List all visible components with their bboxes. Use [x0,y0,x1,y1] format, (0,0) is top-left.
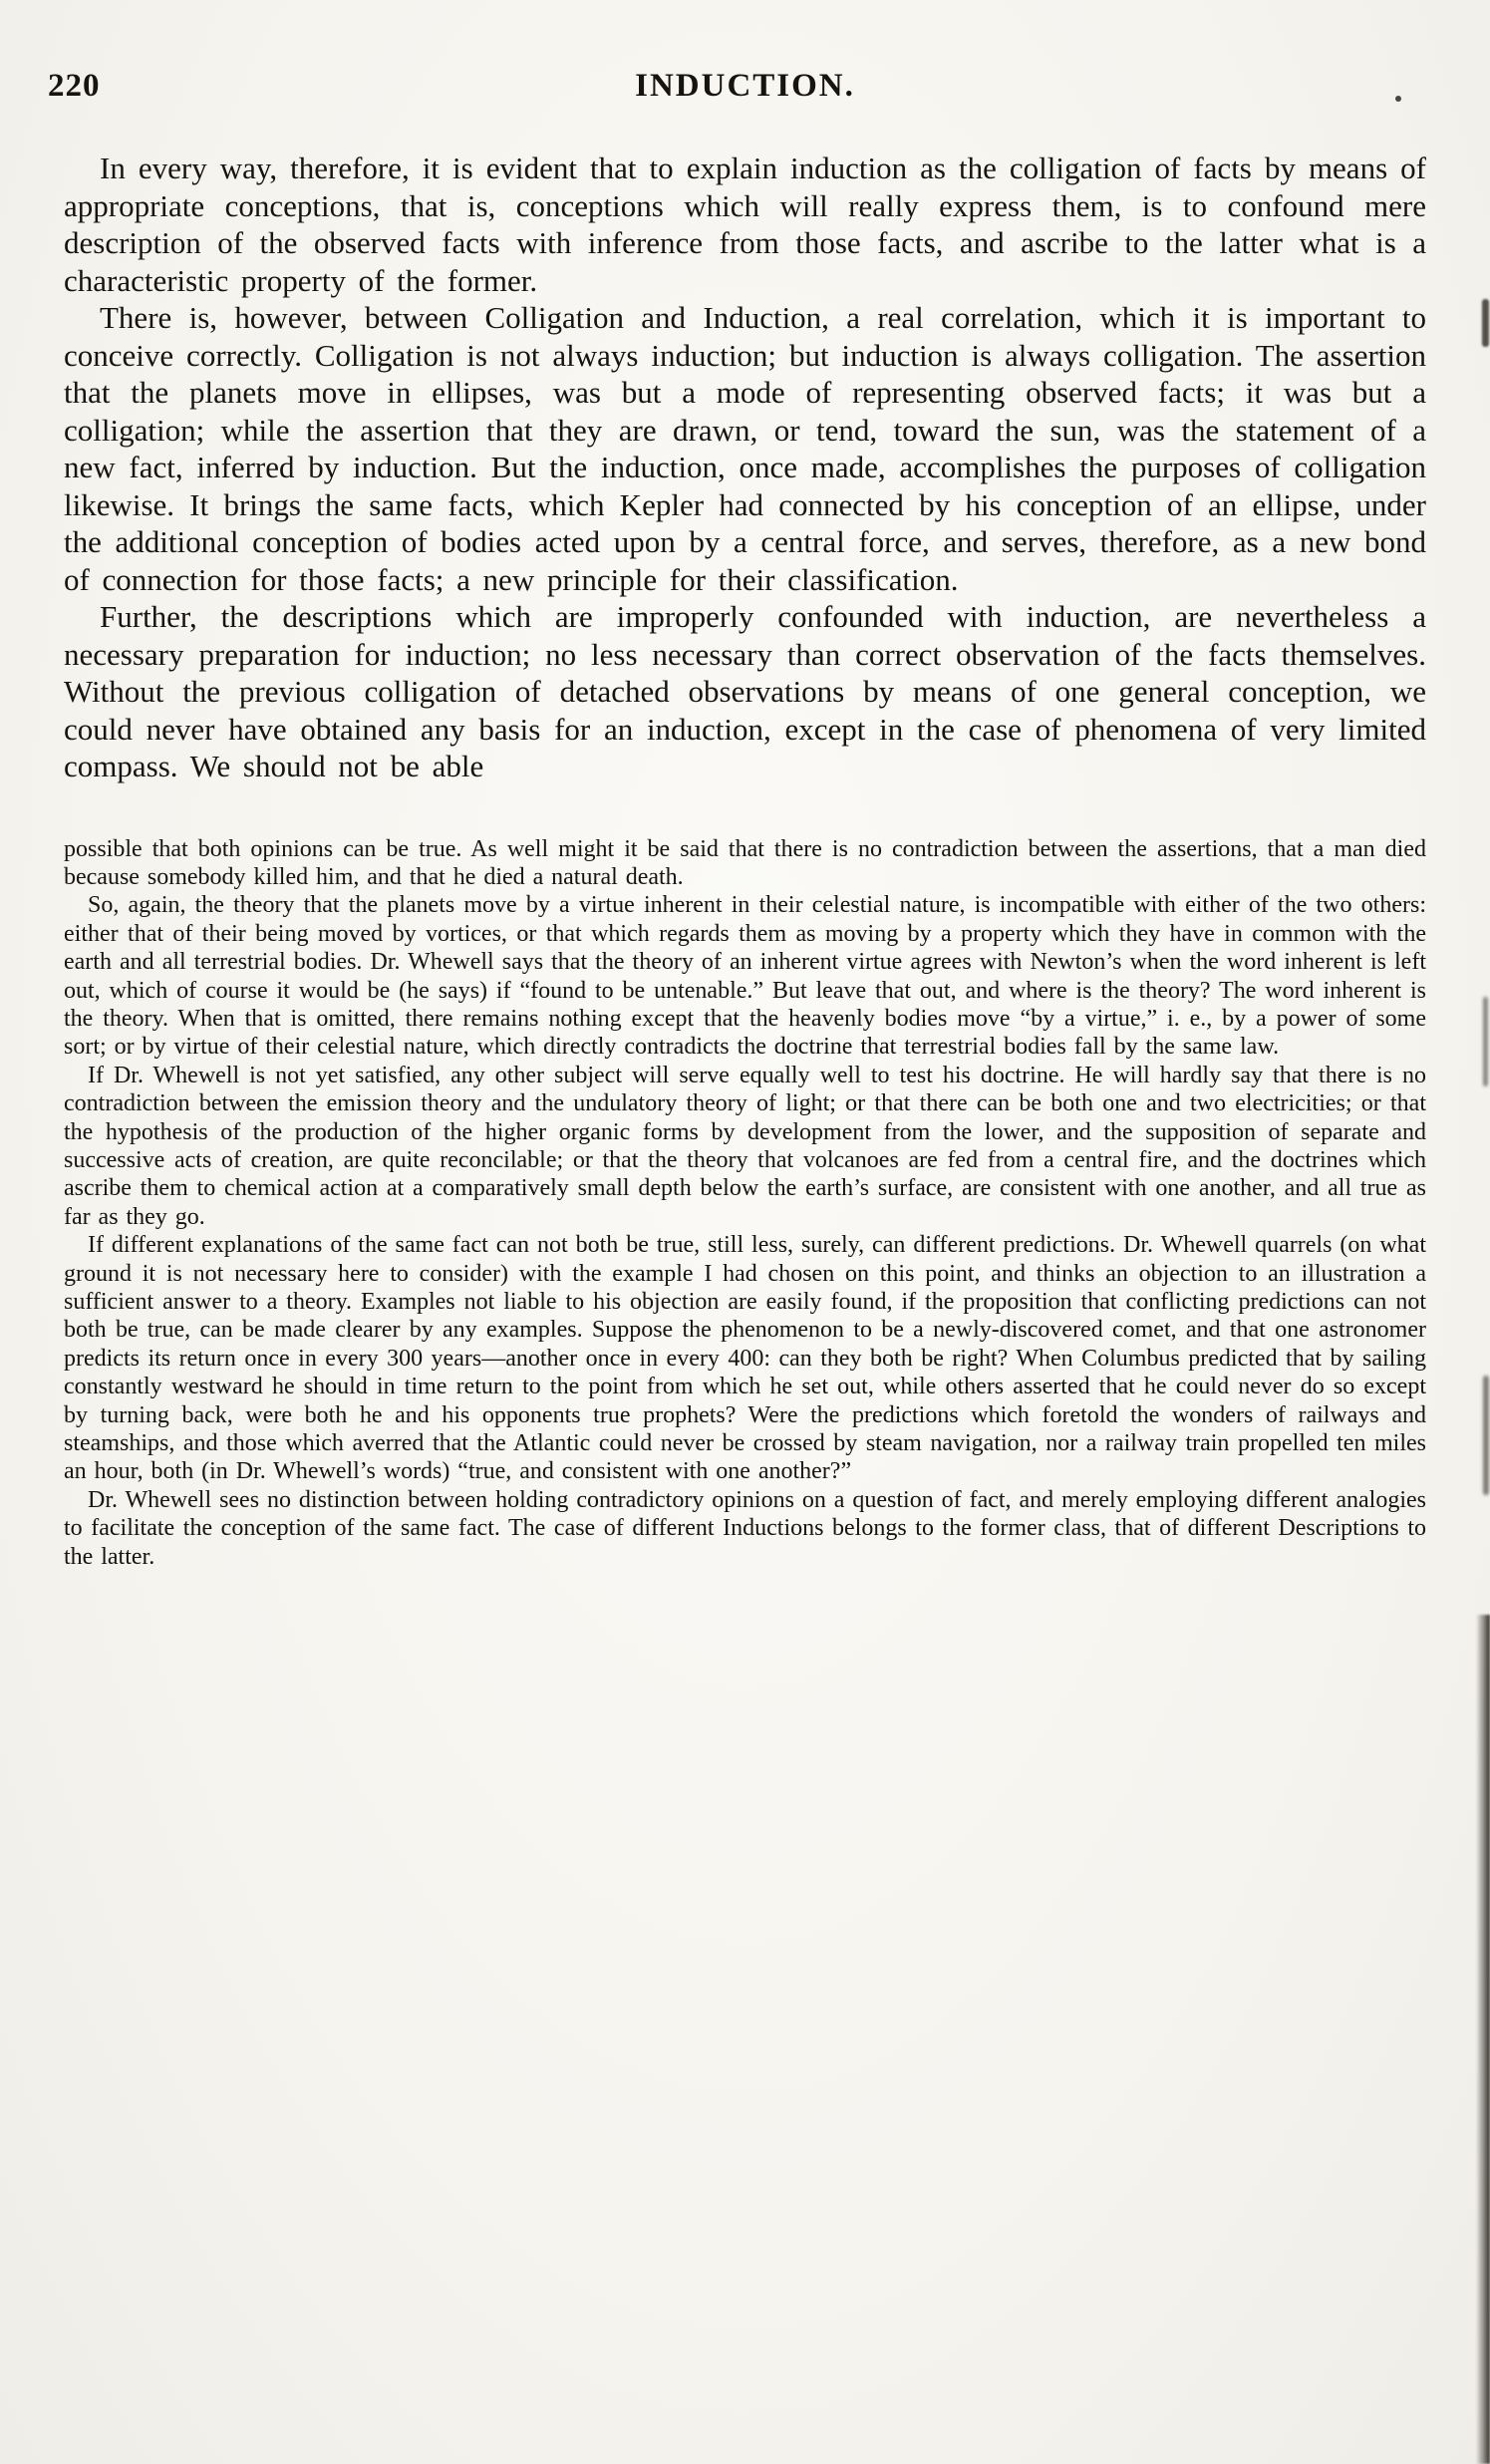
page-header [48,68,1426,132]
scan-edge-artifact [1476,1615,1490,2464]
main-text [64,150,1426,785]
scan-speck [1395,96,1401,102]
page-number: 220 [48,68,101,104]
footnotes [64,835,1426,1572]
scan-smudge [1483,997,1488,1086]
paragraph: Further, the descriptions which are improperly confounded with induction, are nevertheless a necessary preparation for induction; no less necessary than correct observation of the facts themselves. Without the previous colligation of detached observations by means of one general conception, we could never have obtained any basis for an induction, except in the case of phenomena of very limited compass. We should not be able [64,599,1426,783]
footnote-paragraph: possible that both opinions can be true. As well might it be said that there is no contradiction between the assertions, that a man died because somebody killed him, and that he died a natural death. [64,835,1426,890]
footnote-paragraph: If different explanations of the same fact can not both be true, still less, surely, can different predictions. Dr. Whewell quarrels (on what ground it is not necessary here to consider) with the example I had chosen on this point, and thinks an objection to an illustration a sufficient answer to a theory. Examples not liable to his objection are easily found, if the proposition that conflicting predictions can not both be true, can be made clearer by any examples. Suppose the phenomenon to be a newly-discovered comet, and that one astronomer predicts its return once in every 300 years—another once in every 400: can they both be right? When Columbus predicted that by sailing constantly westward he should in time return to the point from which he set out, while others asserted that he could never do so except by turning back, were both he and his opponents true prophets? Were the predictions which foretold the wonders of railways and steamships, and those which averred that the Atlantic could never be crossed by steam navigation, nor a railway train propelled ten miles an hour, both (in Dr. Whewell’s words) “true, and consistent with one another?” [64,1232,1426,1485]
paragraph: There is, however, between Colligation and Induction, a real correlation, which it is important to conceive correctly. Colligation is not always induction; but induction is always colligation. The assertion that the planets move in ellipses, was but a mode of representing observed facts; it was but a colligation; while the assertion that they are drawn, or tend, toward the sun, was the statement of a new fact, inferred by induction. But the induction, once made, accomplishes the purposes of colligation likewise. It brings the same facts, which Kepler had connected by his conception of an ellipse, under the additional conception of bodies acted upon by a central force, and serves, therefore, as a new bond of connection for those facts; a new principle for their classification. [64,300,1426,597]
paragraph: In every way, therefore, it is evident that to explain induction as the colligation of facts by means of appropriate conceptions, that is, conceptions which will really express them, is to confound mere description of the observed facts with inference from those facts, and ascribe to the latter what is a characteristic property of the former. [64,151,1426,298]
scan-smudge [1483,1376,1489,1495]
scan-smudge [1482,299,1489,347]
footnote-paragraph: Dr. Whewell sees no distinction between holding contradictory opinions on a question of fact, and merely employing different analogies to facilitate the conception of the same fact. The case of different Inductions belongs to the former class, that of different Descriptions to the latter. [64,1486,1426,1570]
running-head: INDUCTION. [635,68,855,104]
footnote-paragraph: So, again, the theory that the planets move by a virtue inherent in their celestial nature, is incompatible with either of the two others: either that of their being moved by vortices, or that which regards them as moving by a property which they have in common with the earth and all terrestrial bodies. Dr. Whewell says that the theory of an inherent virtue agrees with Newton’s when the word inherent is left out, which of course it would be (he says) if “found to be untenable.” But leave that out, and where is the theory? The word inherent is the theory. When that is omitted, there remains nothing except that the heavenly bodies move “by a virtue,” i. e., by a power of some sort; or by virtue of their celestial nature, which directly contradicts the doctrine that terrestrial bodies fall by the same law. [64,892,1426,1061]
footnote-paragraph: If Dr. Whewell is not yet satisfied, any other subject will serve equally well to test his doctrine. He will hardly say that there is no contradiction between the emission theory and the undulatory theory of light; or that there can be both one and two electricities; or that the hypothesis of the production of the higher organic forms by development from the lower, and the supposition of separate and successive acts of creation, are quite reconcilable; or that the theory that volcanoes are fed from a central fire, and the doctrines which ascribe them to chemical action at a comparatively small depth below the earth’s surface, are consistent with one another, and all true as far as they go. [64,1062,1426,1230]
